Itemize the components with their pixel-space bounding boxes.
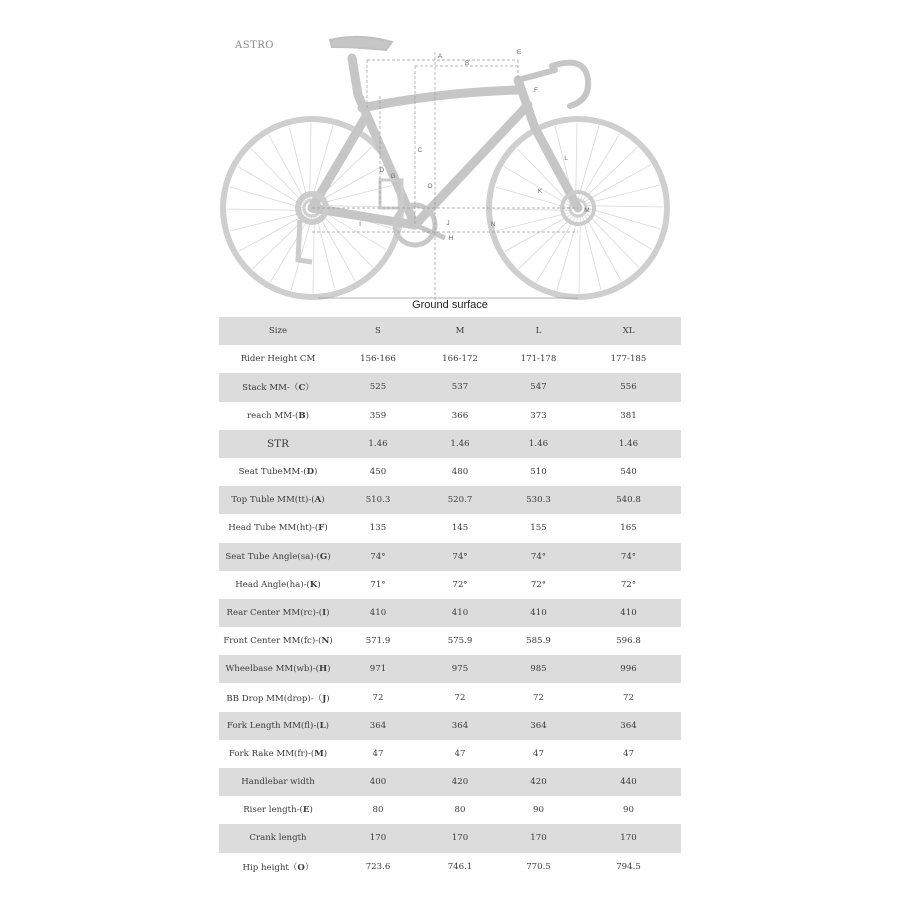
table-row [219, 402, 681, 430]
table-row [219, 486, 681, 514]
row-label: Fork Length MM(fl)-(L) [219, 712, 337, 740]
value-cell: 400 [337, 768, 419, 796]
value-cell: 364 [419, 712, 501, 740]
row-label: Riser length-(E) [243, 805, 313, 816]
value-cell: 971 [337, 655, 419, 683]
value-cell: 450 [369, 467, 387, 478]
value-cell: 556 [576, 373, 681, 401]
ground-surface-label: Ground surface [412, 299, 488, 311]
value-cell: 540 [620, 467, 637, 478]
value-cell: 1.46 [501, 430, 576, 458]
table-row [219, 824, 681, 852]
value-cell: 72 [372, 692, 384, 703]
value-cell: 373 [530, 410, 547, 421]
row-label: Seat Tube Angle(sa)-(G) [219, 543, 337, 571]
value-cell: 80 [454, 805, 466, 816]
table-row [219, 345, 681, 373]
row-label: Rear Center MM(rc)-(I) [219, 599, 337, 627]
spoke [505, 214, 572, 251]
spoke [496, 187, 569, 208]
value-cell: 165 [620, 523, 637, 534]
value-cell: 90 [623, 805, 634, 816]
value-cell: 537 [419, 373, 501, 401]
row-label: Front Center MM(fc)-(N) [223, 636, 333, 647]
row-label: STR [219, 430, 337, 458]
value-cell: 410 [501, 599, 576, 627]
svg-text:H: H [448, 235, 454, 242]
svg-text:A: A [437, 53, 443, 60]
value-cell: 72 [623, 692, 634, 703]
svg-text:K: K [537, 188, 543, 195]
value-cell: 177-185 [610, 354, 647, 365]
table-row [219, 853, 681, 881]
value-cell: 72° [620, 579, 637, 590]
table-row [219, 655, 681, 683]
value-cell: 1.46 [337, 430, 419, 458]
spoke [230, 187, 303, 208]
svg-text:L: L [564, 155, 568, 162]
spoke [587, 208, 660, 229]
value-cell: 72° [452, 579, 468, 590]
value-cell: 410 [337, 599, 419, 627]
spoke [269, 135, 306, 202]
value-cell: 540.8 [576, 486, 681, 514]
value-cell: 359 [369, 410, 387, 421]
value-cell: 171-178 [520, 354, 557, 365]
row-label: Crank length [219, 824, 337, 852]
value-cell: 381 [620, 410, 637, 421]
value-cell: 410 [576, 599, 681, 627]
svg-text:D: D [379, 167, 385, 174]
spoke [318, 214, 355, 281]
row-label: Stack MM-（C） [219, 373, 337, 401]
header-cell: Size [219, 317, 337, 345]
value-cell: 170 [501, 824, 576, 852]
bike-frame [312, 58, 578, 225]
spoke [536, 217, 575, 282]
svg-text:B: B [464, 60, 470, 67]
row-label: Wheelbase MM(wb)-(H) [219, 655, 337, 683]
value-cell: 170 [419, 824, 501, 852]
value-cell: 420 [419, 768, 501, 796]
table-row [219, 768, 681, 796]
value-cell: 170 [576, 824, 681, 852]
dimension-letters [359, 49, 590, 242]
svg-text:N: N [490, 221, 496, 228]
value-cell: 746.1 [447, 861, 473, 872]
value-cell: 596.8 [616, 636, 641, 647]
value-cell: 575.9 [447, 636, 473, 647]
value-cell: 71° [370, 579, 386, 590]
header-cell: L [501, 317, 576, 345]
value-cell: 364 [337, 712, 419, 740]
table-row [219, 373, 681, 401]
brand-label: ASTRO [235, 40, 274, 51]
value-cell: 366 [451, 410, 469, 421]
svg-text:O: O [427, 183, 433, 190]
table-row [219, 712, 681, 740]
value-cell: 440 [576, 768, 681, 796]
value-cell: 480 [451, 467, 469, 478]
value-cell: 723.6 [365, 861, 391, 872]
value-cell: 135 [369, 523, 387, 534]
row-label: Seat TubeMM-(D) [238, 467, 318, 478]
row-label: Rider Height CM [240, 354, 316, 365]
table-row [219, 796, 681, 824]
table-row [219, 430, 681, 458]
spoke [584, 165, 651, 202]
value-cell: 794.5 [616, 861, 641, 872]
spoke [579, 217, 580, 293]
header-row [219, 317, 681, 345]
value-cell: 72 [454, 692, 466, 703]
svg-text:G: G [390, 173, 396, 180]
value-cell: 72 [533, 692, 544, 703]
value-cell: 47 [623, 748, 634, 759]
row-label: Fork Rake MM(fr)-(M) [228, 748, 328, 759]
spoke [310, 123, 311, 199]
table-row [219, 543, 681, 571]
saddle [330, 37, 392, 50]
spoke [227, 209, 303, 210]
value-cell: 530.3 [501, 486, 576, 514]
svg-text:E: E [516, 49, 522, 56]
value-cell: 1.46 [419, 430, 501, 458]
value-cell: 585.9 [526, 636, 551, 647]
table-row [219, 458, 681, 486]
spoke [580, 134, 619, 199]
value-cell: 420 [501, 768, 576, 796]
value-cell: 1.46 [576, 430, 681, 458]
dimension-lines [312, 52, 578, 300]
spoke [238, 166, 303, 205]
table-row [219, 514, 681, 542]
value-cell: 74° [419, 543, 501, 571]
svg-text:I: I [359, 221, 361, 228]
svg-text:M: M [584, 207, 590, 214]
row-label: Head Tube MM(ht)-(F) [228, 523, 328, 534]
row-label: Handlebar width [219, 768, 337, 796]
value-cell: 525 [337, 373, 419, 401]
table-row [219, 599, 681, 627]
value-cell: 985 [501, 655, 576, 683]
value-cell: 770.5 [526, 861, 551, 872]
value-cell: 47 [454, 748, 466, 759]
bike-geometry-diagram [0, 0, 900, 318]
value-cell: 364 [576, 712, 681, 740]
value-cell: 145 [451, 523, 469, 534]
value-cell: 170 [337, 824, 419, 852]
value-cell: 547 [501, 373, 576, 401]
svg-text:J: J [446, 220, 450, 227]
table-row [219, 571, 681, 599]
spoke [313, 217, 314, 293]
spoke [587, 206, 663, 207]
header-cell: XL [576, 317, 681, 345]
spoke [576, 123, 577, 199]
value-cell: 166-172 [442, 354, 478, 365]
svg-text:F: F [534, 87, 538, 94]
value-cell: 975 [419, 655, 501, 683]
spoke [239, 214, 306, 251]
value-cell: 996 [576, 655, 681, 683]
row-label: reach MM-(B) [247, 410, 309, 421]
value-cell: 47 [533, 748, 544, 759]
value-cell: 520.7 [419, 486, 501, 514]
spoke [493, 209, 569, 210]
spoke [557, 217, 578, 290]
value-cell: 72° [530, 579, 547, 590]
value-cell: 90 [533, 805, 544, 816]
spoke [587, 210, 652, 249]
table-row [219, 627, 681, 655]
value-cell: 156-166 [360, 354, 396, 365]
spoke [270, 217, 309, 282]
bike-illustration [0, 0, 900, 318]
header-cell: M [419, 317, 501, 345]
value-cell: 74° [501, 543, 576, 571]
table-row [219, 740, 681, 768]
value-cell: 364 [501, 712, 576, 740]
table-row [219, 683, 681, 711]
row-label: Top Tuble MM(tt)-(A) [219, 486, 337, 514]
row-label: Head Angle(ha)-(K) [235, 579, 321, 590]
value-cell: 410 [419, 599, 501, 627]
value-cell: 155 [530, 523, 547, 534]
geometry-table [219, 317, 681, 881]
value-cell: 74° [337, 543, 419, 571]
spoke [578, 126, 599, 199]
row-label: BB Drop MM(drop)-（J) [226, 693, 330, 704]
value-cell: 510 [530, 467, 547, 478]
spoke [584, 214, 621, 281]
value-cell: 74° [576, 543, 681, 571]
row-label: Hip height（O） [242, 862, 314, 873]
value-cell: 571.9 [365, 636, 391, 647]
value-cell: 510.3 [337, 486, 419, 514]
header-cell: S [337, 317, 419, 345]
value-cell: 80 [372, 805, 384, 816]
value-cell: 47 [372, 748, 384, 759]
svg-text:C: C [417, 147, 423, 154]
